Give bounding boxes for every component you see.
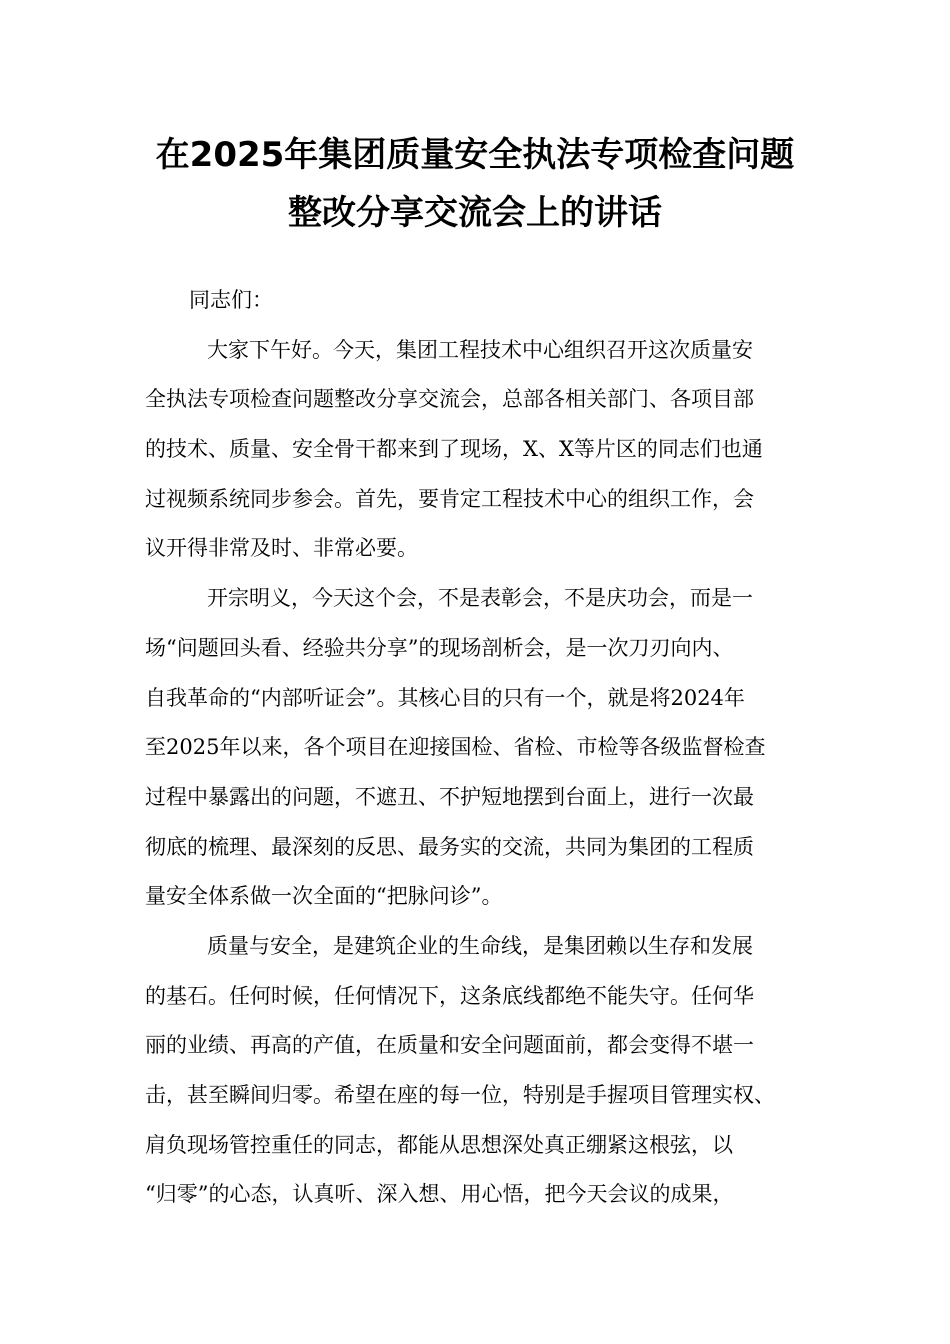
paragraph-line: 自我革命的“内部听证会”。其核心目的只有一个，就是将2024年 <box>145 685 745 710</box>
paragraph-line: 过视频系统同步参会。首先，要肯定工程技术中心的组织工作，会 <box>145 486 754 511</box>
paragraph-line: “归零”的心态，认真听、深入想、用心悟，把今天会议的成果， <box>145 1182 734 1207</box>
paragraph-line: 至2025年以来，各个项目在迎接国检、省检、市检等各级监督检查 <box>145 735 766 760</box>
paragraph-line: 议开得非常及时、非常必要。 <box>145 536 418 561</box>
paragraph-line: 肩负现场管控重任的同志，都能从思想深处真正绷紧这根弦，以 <box>145 1132 733 1157</box>
paragraph-line: 的技术、质量、安全骨干都来到了现场，X、X等片区的同志们也通 <box>145 437 763 462</box>
paragraph-line: 量安全体系做一次全面的“把脉问诊”。 <box>145 884 503 909</box>
paragraph-line: 全执法专项检查问题整改分享交流会，总部各相关部门、各项目部 <box>145 387 754 412</box>
document-body <box>145 276 825 1220</box>
paragraph-line: 的基石。任何时候，任何情况下，这条底线都绝不能失守。任何华 <box>145 983 754 1008</box>
title-line-2: 整改分享交流会上的讲话 <box>288 193 662 233</box>
paragraph-3 <box>145 922 825 1220</box>
paragraph-line: 丽的业绩、再高的产值，在质量和安全问题面前，都会变得不堪一 <box>145 1033 754 1058</box>
paragraph-line: 击，甚至瞬间归零。希望在座的每一位，特别是手握项目管理实权、 <box>145 1083 775 1107</box>
paragraph-line: 场“问题回头看、经验共分享”的现场剖析会，是一次刀刃向内、 <box>145 635 734 660</box>
title-line-1: 在2025年集团质量安全执法专项检查问题 <box>155 135 795 175</box>
paragraph-2 <box>145 574 825 922</box>
paragraph-line: 质量与安全，是建筑企业的生命线，是集团赖以生存和发展 <box>207 933 753 958</box>
paragraph-line: 大家下午好。今天，集团工程技术中心组织召开这次质量安 <box>207 337 753 362</box>
paragraph-line: 开宗明义，今天这个会，不是表彰会，不是庆功会，而是一 <box>207 586 753 611</box>
paragraph-line: 过程中暴露出的问题，不遮丑、不护短地摆到台面上，进行一次最 <box>145 784 754 809</box>
document-title <box>0 126 950 242</box>
salutation: 同志们： <box>189 288 273 312</box>
paragraph-line: 彻底的梳理、最深刻的反思、最务实的交流，共同为集团的工程质 <box>145 834 754 859</box>
paragraph-1 <box>145 326 825 574</box>
